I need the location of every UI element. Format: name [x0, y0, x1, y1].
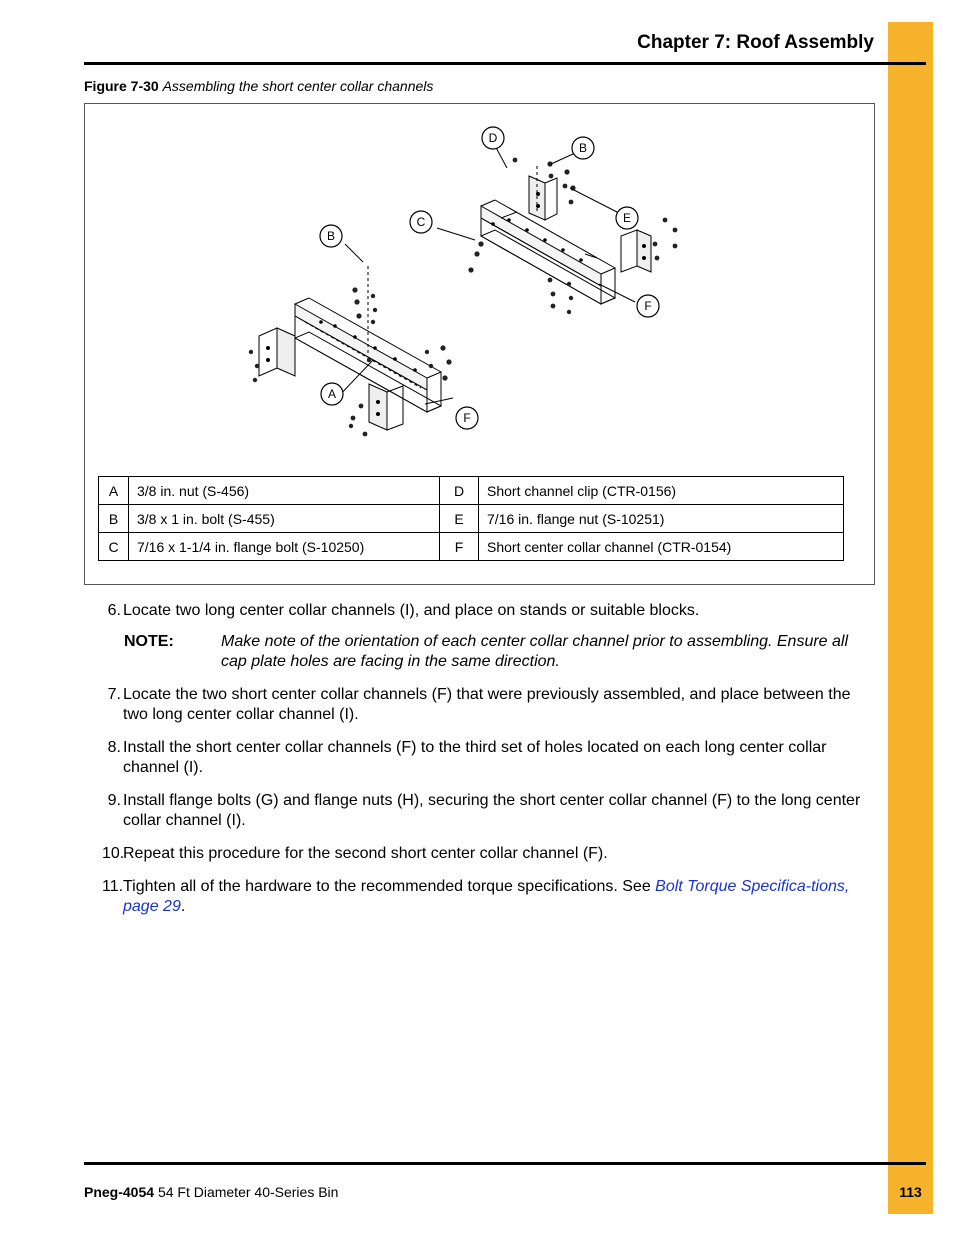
step-number: 8. — [107, 739, 121, 756]
svg-text:B: B — [326, 229, 336, 243]
svg-text:E: E — [622, 211, 632, 225]
chapter-side-tab — [888, 22, 933, 1214]
part-description: 3/8 in. nut (S-456) — [129, 477, 440, 505]
step-11 — [84, 877, 874, 917]
note-text: Make note of the orientation of each center collar channel prior to assembling. Ensure all cap plate holes are facing in the same direction. — [221, 633, 849, 670]
part-description: 7/16 x 1-1/4 in. flange bolt (S-10250) — [129, 533, 440, 561]
procedure-steps — [84, 601, 874, 930]
note — [124, 632, 874, 672]
figure-number: Figure 7-30 — [84, 78, 159, 94]
step-text: Install flange bolts (G) and flange nuts (H), securing the short center collar channel (F) to the long center collar channel (I). — [123, 792, 861, 829]
svg-text:F: F — [644, 299, 652, 313]
part-description: Short center collar channel (CTR-0154) — [479, 533, 844, 561]
header-rule — [84, 62, 926, 65]
part-key: D — [440, 477, 479, 505]
table-row — [99, 533, 844, 561]
step-text: Install the short center collar channels (F) to the third set of holes located on each long center collar channel (I). — [123, 739, 827, 776]
svg-text:C: C — [416, 215, 426, 229]
assembly-diagram — [245, 126, 705, 466]
step-10 — [84, 844, 874, 864]
step-number: 11. — [102, 878, 124, 895]
note-label: NOTE: — [124, 633, 174, 650]
step-number: 9. — [107, 792, 121, 809]
chapter-title: Chapter 7: Roof Assembly — [637, 32, 874, 53]
figure-title: Assembling the short center collar channels — [162, 78, 434, 94]
document-title: 54 Ft Diameter 40-Series Bin — [157, 1184, 339, 1200]
callout-b-upper — [572, 137, 594, 159]
step-8 — [84, 738, 874, 778]
callout-c — [410, 211, 432, 233]
part-key: E — [440, 505, 479, 533]
callout-b-lower — [320, 225, 342, 247]
svg-text:B: B — [578, 141, 588, 155]
footer-document — [84, 1184, 338, 1200]
part-key: B — [99, 505, 129, 533]
figure-caption — [84, 78, 433, 94]
step-text: Repeat this procedure for the second short center collar channel (F). — [123, 845, 608, 862]
part-key: F — [440, 533, 479, 561]
document-id: Pneg-4054 — [84, 1184, 155, 1200]
parts-table — [98, 476, 844, 561]
svg-text:D: D — [488, 131, 498, 145]
step-text-end: . — [180, 898, 186, 915]
part-key: C — [99, 533, 129, 561]
callout-e — [616, 207, 638, 229]
svg-text:A: A — [327, 387, 337, 401]
step-number: 6. — [107, 602, 121, 619]
step-6 — [84, 601, 874, 621]
step-9 — [84, 791, 874, 831]
page-number: 113 — [899, 1184, 922, 1200]
figure-frame — [84, 103, 875, 585]
step-7 — [84, 685, 874, 725]
part-description: Short channel clip (CTR-0156) — [479, 477, 844, 505]
table-row — [99, 505, 844, 533]
step-text: Tighten all of the hardware to the recommended torque specifications. See — [123, 878, 656, 895]
step-number: 7. — [107, 686, 121, 703]
part-key: A — [99, 477, 129, 505]
part-description: 3/8 x 1 in. bolt (S-455) — [129, 505, 440, 533]
callout-d — [482, 127, 504, 149]
callout-f-upper — [637, 295, 659, 317]
callout-f-lower — [456, 407, 478, 429]
svg-text:F: F — [463, 411, 471, 425]
callout-a — [321, 383, 343, 405]
table-row — [99, 477, 844, 505]
step-number: 10. — [102, 845, 125, 862]
bolt-torque-link[interactable]: Bolt Torque Specifica-tions, page 29 — [123, 878, 850, 915]
footer-rule — [84, 1162, 926, 1165]
part-description: 7/16 in. flange nut (S-10251) — [479, 505, 844, 533]
step-text: Locate two long center collar channels (I), and place on stands or suitable blocks. — [123, 602, 700, 619]
step-text: Locate the two short center collar channels (F) that were previously assembled, and place between the two long center collar channel (I). — [123, 686, 851, 723]
